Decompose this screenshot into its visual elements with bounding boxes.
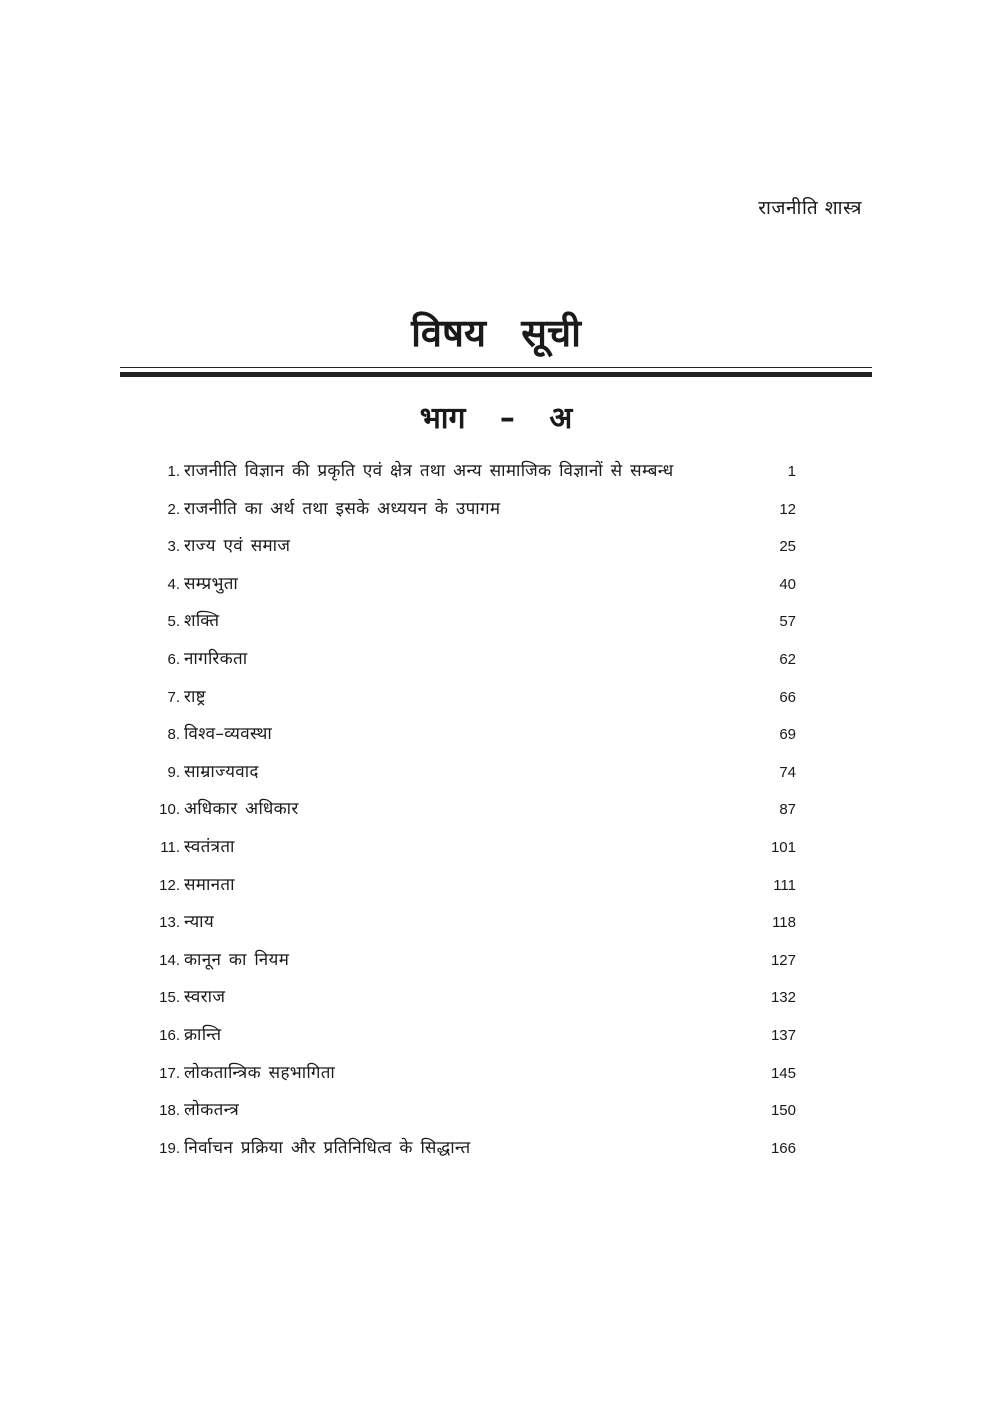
toc-entry-number: 11.: [160, 838, 180, 856]
toc-entry-page: 69: [779, 726, 796, 744]
toc-entry-page: 12: [779, 500, 796, 518]
toc-entry-title: क्रान्ति: [184, 1024, 222, 1045]
toc-entry-number: 4.: [167, 575, 180, 593]
toc-entry: [148, 947, 796, 985]
toc-entry: [148, 909, 796, 947]
toc-entry-number: 15.: [159, 989, 180, 1007]
toc-entry-title: साम्राज्यवाद: [184, 761, 259, 782]
toc-entry-number: 8.: [167, 726, 180, 744]
toc-entry-page: 101: [770, 838, 796, 856]
toc-entry-title: न्याय: [184, 912, 215, 933]
toc-entry-title: नागरिकता: [184, 648, 248, 669]
toc-entry-title: अधिकार अधिकार: [184, 799, 299, 820]
toc-entry-title: राज्य एवं समाज: [184, 536, 291, 557]
toc-entry-title: सम्प्रभुता: [184, 573, 239, 594]
toc-entry-title: शक्ति: [184, 611, 220, 632]
toc-entry: [148, 759, 796, 797]
toc-entry-page: 62: [779, 650, 796, 668]
toc-entry: [148, 721, 796, 759]
toc-entry-title: स्वराज: [184, 987, 226, 1008]
toc-entry-number: 7.: [167, 688, 180, 706]
toc-entry-title: विश्व–व्यवस्था: [184, 724, 273, 745]
toc-entry-page: 150: [770, 1102, 796, 1120]
toc-entry-title: निर्वाचन प्रक्रिया और प्रतिनिधित्व के सिद्धान्त: [184, 1137, 471, 1158]
toc-entry: [148, 684, 796, 722]
toc-entry: [148, 834, 796, 872]
toc-entry-number: 1.: [167, 463, 180, 480]
toc-entry: [148, 496, 796, 534]
toc-entry-number: 5.: [167, 613, 180, 631]
toc-entry: [148, 1097, 796, 1135]
toc-entry-number: 17.: [159, 1064, 180, 1082]
toc-entry-page: 132: [770, 989, 796, 1007]
toc-entry-number: 2.: [167, 500, 180, 518]
toc-entry: [148, 533, 796, 571]
toc-entry-title: लोकतान्त्रिक सहभागिता: [184, 1062, 336, 1083]
title-divider-thick: [120, 372, 872, 377]
toc-entry-title: लोकतन्त्र: [184, 1100, 240, 1121]
toc-entry-title: स्वतंत्रता: [184, 836, 235, 857]
title-divider-thin: [120, 367, 872, 368]
toc-entry-title: राजनीति का अर्थ तथा इसके अध्ययन के उपागम: [184, 498, 501, 519]
toc-entry: [148, 796, 796, 834]
toc-entry-number: 10.: [159, 801, 180, 819]
toc-entry-title: कानून का नियम: [184, 949, 290, 970]
toc-entry-page: 118: [772, 914, 796, 932]
toc-entry-page: 74: [779, 763, 796, 781]
toc-entry: [148, 872, 796, 910]
toc-entry-page: 137: [770, 1026, 796, 1044]
toc-entry-number: 16.: [159, 1026, 180, 1044]
toc-entry-number: 13.: [159, 914, 180, 932]
toc-entry-page: 166: [770, 1139, 796, 1157]
toc-entry-number: 12.: [159, 876, 180, 894]
toc-entry-number: 18.: [159, 1102, 180, 1120]
toc-entry-title: समानता: [184, 874, 235, 895]
toc-entry-page: 25: [779, 538, 796, 556]
toc-entry-page: 40: [779, 575, 796, 593]
toc-entry-page: 145: [770, 1064, 796, 1082]
toc-entry-page: 111: [773, 876, 796, 894]
toc-entry-number: 9.: [167, 763, 180, 781]
toc-entry: [148, 984, 796, 1022]
toc-entry: [148, 1135, 796, 1173]
toc-entry: [148, 458, 796, 496]
toc-entry-number: 14.: [159, 951, 180, 969]
toc-entry: [148, 608, 796, 646]
toc-entry: [148, 1060, 796, 1098]
toc-entry: [148, 646, 796, 684]
table-of-contents: [148, 458, 796, 1172]
toc-entry-page: 87: [779, 801, 796, 819]
toc-entry: [148, 571, 796, 609]
toc-entry: [148, 1022, 796, 1060]
toc-entry-number: 19.: [159, 1139, 180, 1157]
page-title: विषय सूची: [411, 311, 581, 355]
toc-entry-page: 66: [779, 688, 796, 706]
toc-entry-title: राष्ट्र: [184, 686, 206, 707]
toc-entry-page: 57: [779, 613, 796, 631]
running-header: राजनीति शास्त्र: [758, 197, 862, 219]
section-title: भाग – अ: [419, 401, 573, 436]
toc-entry-number: 3.: [167, 538, 180, 556]
toc-entry-page: 127: [770, 951, 796, 969]
toc-entry-page: 1: [787, 463, 796, 480]
toc-entry-number: 6.: [167, 650, 180, 668]
toc-entry-title: राजनीति विज्ञान की प्रकृति एवं क्षेत्र तथा अन्य सामाजिक विज्ञानों से सम्बन्ध: [184, 461, 674, 481]
